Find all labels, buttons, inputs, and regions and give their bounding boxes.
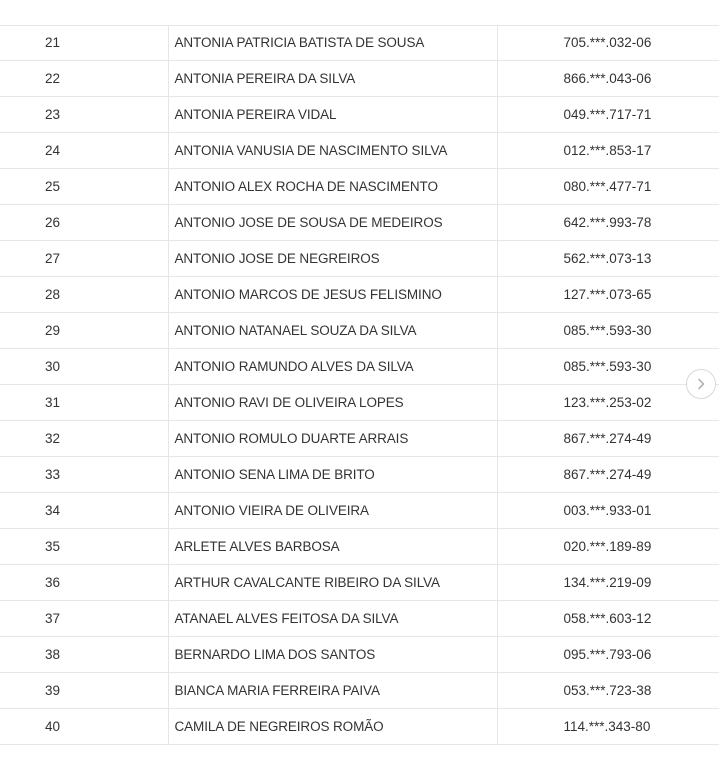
table-row: [0, 493, 719, 529]
table-body: [0, 25, 719, 745]
masked-document: 012.***.853-17: [497, 133, 719, 169]
row-number: 34: [0, 493, 168, 529]
masked-document: 085.***.593-30: [497, 313, 719, 349]
person-name: ANTONIO ALEX ROCHA DE NASCIMENTO: [168, 169, 497, 205]
masked-document: 003.***.933-01: [497, 493, 719, 529]
row-number: 31: [0, 385, 168, 421]
row-number: 36: [0, 565, 168, 601]
masked-document: 866.***.043-06: [497, 61, 719, 97]
person-name: ANTONIO RAMUNDO ALVES DA SILVA: [168, 349, 497, 385]
person-name: ANTONIO MARCOS DE JESUS FELISMINO: [168, 277, 497, 313]
masked-document: 049.***.717-71: [497, 97, 719, 133]
table-row: [0, 97, 719, 133]
table-row: [0, 313, 719, 349]
row-number: 27: [0, 241, 168, 277]
masked-document: 705.***.032-06: [497, 25, 719, 61]
person-name: ANTONIO ROMULO DUARTE ARRAIS: [168, 421, 497, 457]
person-name: ANTONIA PATRICIA BATISTA DE SOUSA: [168, 25, 497, 61]
masked-document: 867.***.274-49: [497, 457, 719, 493]
person-name: BERNARDO LIMA DOS SANTOS: [168, 637, 497, 673]
masked-document: 867.***.274-49: [497, 421, 719, 457]
chevron-right-icon: [695, 378, 707, 390]
person-name: ATANAEL ALVES FEITOSA DA SILVA: [168, 601, 497, 637]
table-row: [0, 457, 719, 493]
person-name: ANTONIO JOSE DE NEGREIROS: [168, 241, 497, 277]
person-name: ARLETE ALVES BARBOSA: [168, 529, 497, 565]
masked-document: 642.***.993-78: [497, 205, 719, 241]
row-number: 37: [0, 601, 168, 637]
next-slide-button[interactable]: [686, 369, 716, 399]
table-top-edge: [0, 0, 719, 26]
masked-document: 053.***.723-38: [497, 673, 719, 709]
row-number: 26: [0, 205, 168, 241]
table-row: [0, 709, 719, 745]
person-name: ANTONIO RAVI DE OLIVEIRA LOPES: [168, 385, 497, 421]
table-row: [0, 673, 719, 709]
table-row: [0, 169, 719, 205]
masked-document: 080.***.477-71: [497, 169, 719, 205]
beneficiary-table: [0, 25, 719, 745]
masked-document: 134.***.219-09: [497, 565, 719, 601]
row-number: 22: [0, 61, 168, 97]
person-name: CAMILA DE NEGREIROS ROMÃO: [168, 709, 497, 745]
row-number: 35: [0, 529, 168, 565]
row-number: 40: [0, 709, 168, 745]
table-row: [0, 421, 719, 457]
person-name: BIANCA MARIA FERREIRA PAIVA: [168, 673, 497, 709]
masked-document: 127.***.073-65: [497, 277, 719, 313]
person-name: ANTONIO JOSE DE SOUSA DE MEDEIROS: [168, 205, 497, 241]
masked-document: 058.***.603-12: [497, 601, 719, 637]
row-number: 30: [0, 349, 168, 385]
row-number: 33: [0, 457, 168, 493]
table-row: [0, 133, 719, 169]
person-name: ANTONIA PEREIRA VIDAL: [168, 97, 497, 133]
masked-document: 114.***.343-80: [497, 709, 719, 745]
row-number: 38: [0, 637, 168, 673]
table-row: [0, 277, 719, 313]
row-number: 24: [0, 133, 168, 169]
table-row: [0, 205, 719, 241]
masked-document: 562.***.073-13: [497, 241, 719, 277]
masked-document: 123.***.253-02: [497, 385, 719, 421]
row-number: 28: [0, 277, 168, 313]
row-number: 25: [0, 169, 168, 205]
person-name: ANTONIA VANUSIA DE NASCIMENTO SILVA: [168, 133, 497, 169]
table-row: [0, 349, 719, 385]
row-number: 39: [0, 673, 168, 709]
person-name: ANTONIO SENA LIMA DE BRITO: [168, 457, 497, 493]
table-row: [0, 565, 719, 601]
table-row: [0, 241, 719, 277]
masked-document: 020.***.189-89: [497, 529, 719, 565]
person-name: ANTONIO VIEIRA DE OLIVEIRA: [168, 493, 497, 529]
person-name: ARTHUR CAVALCANTE RIBEIRO DA SILVA: [168, 565, 497, 601]
row-number: 21: [0, 25, 168, 61]
row-number: 23: [0, 97, 168, 133]
row-number: 29: [0, 313, 168, 349]
masked-document: 095.***.793-06: [497, 637, 719, 673]
row-number: 32: [0, 421, 168, 457]
table-row: [0, 529, 719, 565]
person-name: ANTONIO NATANAEL SOUZA DA SILVA: [168, 313, 497, 349]
table-row: [0, 637, 719, 673]
person-name: ANTONIA PEREIRA DA SILVA: [168, 61, 497, 97]
masked-document: 085.***.593-30: [497, 349, 719, 385]
table-row: [0, 385, 719, 421]
table-row: [0, 25, 719, 61]
table-row: [0, 601, 719, 637]
table-row: [0, 61, 719, 97]
